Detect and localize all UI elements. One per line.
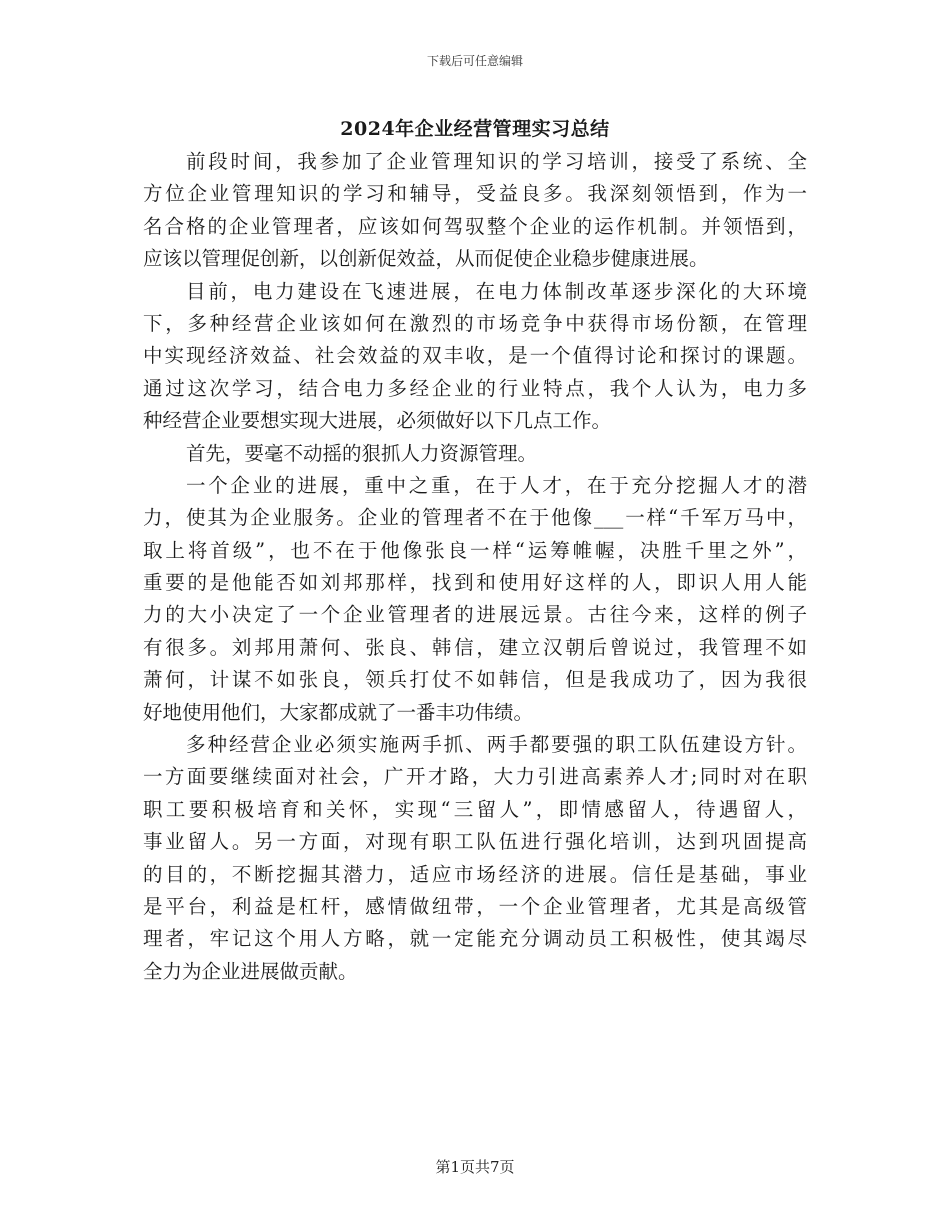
page-number-footer: 第1页共7页 — [435, 1158, 515, 1176]
paragraph-5-line-1: 多种经营企业必须实施两手抓、两手都要强的职工队伍建设方针。 — [186, 733, 807, 757]
paragraph-2-line-2: 下，多种经营企业该如何在激烈的市场竞争中获得市场份额，在管理 — [143, 311, 807, 335]
paragraph-4-line-6: 有很多。刘邦用萧何、张良、韩信，建立汉朝后曾说过，我管理不如 — [143, 635, 807, 659]
paragraph-4-line-2: 力，使其为企业服务。企业的管理者不在于他像___一样“千军万马中， — [143, 506, 807, 530]
paragraph-4-line-4: 重要的是他能否如刘邦那样，找到和使用好这样的人，即识人用人能 — [143, 571, 807, 595]
paragraph-1-line-1: 前段时间，我参加了企业管理知识的学习培训，接受了系统、全 — [186, 150, 807, 173]
paragraph-5-line-7: 理者，牢记这个用人方略，就一定能充分调动员工积极性，使其竭尽 — [143, 927, 807, 951]
paragraph-4-line-1: 一个企业的进展，重中之重，在于人才，在于充分挖掘人才的潜 — [186, 473, 807, 497]
paragraph-2-line-3: 中实现经济效益、社会效益的双丰收，是一个值得讨论和探讨的课题。 — [143, 344, 807, 368]
paragraph-5-line-3: 职工要积极培育和关怀，实现“三留人”，即情感留人，待遇留人， — [143, 797, 807, 821]
paragraph-4-line-3: 取上将首级”，也不在于他像张良一样“运筹帷幄，决胜千里之外”， — [143, 538, 807, 562]
paragraph-1-line-3: 名合格的企业管理者，应该如何驾驭整个企业的运作机制。并领悟到， — [143, 214, 807, 238]
paragraph-1-line-2: 方位企业管理知识的学习和辅导，受益良多。我深刻领悟到，作为一 — [143, 182, 807, 206]
paragraph-5-line-2: 一方面要继续面对社会，广开才路，大力引进高素养人才;同时对在职 — [143, 765, 807, 789]
paragraph-3-line-1: 首先，要毫不动摇的狠抓人力资源管理。 — [186, 441, 538, 465]
paragraph-5-line-4: 事业留人。另一方面，对现有职工队伍进行强化培训，达到巩固提高 — [143, 830, 807, 854]
paragraph-2-line-1: 目前，电力建设在飞速进展，在电力体制改革逐步深化的大环境 — [186, 279, 807, 303]
paragraph-2-line-5: 种经营企业要想实现大进展，必须做好以下几点工作。 — [143, 409, 612, 433]
paragraph-5-line-5: 的目的，不断挖掘其潜力，适应市场经济的进展。信任是基础，事业 — [143, 862, 807, 886]
paragraph-1-line-4: 应该以管理促创新，以创新促效益，从而促使企业稳步健康进展。 — [143, 247, 709, 271]
paragraph-2-line-4: 通过这次学习，结合电力多经企业的行业特点，我个人认为，电力多 — [143, 376, 807, 400]
document-body — [143, 146, 807, 988]
paragraph-4-line-5: 力的大小决定了一个企业管理者的进展远景。古往今来，这样的例子 — [143, 603, 807, 627]
paragraph-4-line-8: 好地使用他们，大家都成就了一番丰功伟绩。 — [143, 700, 534, 724]
paragraph-5-line-8: 全力为企业进展做贡献。 — [143, 959, 358, 983]
paragraph-4-line-7: 萧何，计谋不如张良，领兵打仗不如韩信，但是我成功了，因为我很 — [143, 668, 807, 692]
document-title: 2024年企业经营管理实习总结 — [340, 118, 610, 140]
paragraph-5-line-6: 是平台，利益是杠杆，感情做纽带，一个企业管理者，尤其是高级管 — [143, 894, 807, 918]
header-note: 下载后可任意编辑 — [426, 54, 523, 68]
